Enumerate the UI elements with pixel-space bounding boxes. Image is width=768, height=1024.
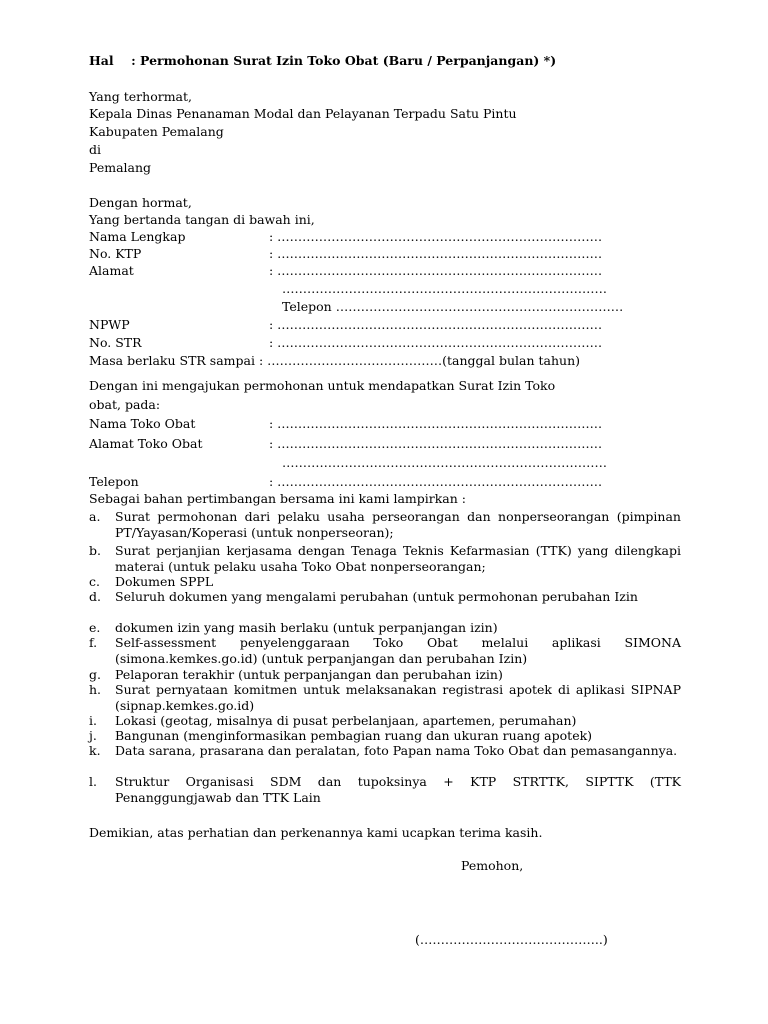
- field-nama-toko-obat: [89, 416, 679, 432]
- field-label: Nama Lengkap: [89, 229, 186, 244]
- address-line: Pemalang: [89, 160, 152, 175]
- field-alamat-toko-obat: [89, 436, 679, 452]
- field-blank-continuation: ……………………………………………………………………: [282, 455, 607, 470]
- greeting-line: Dengan hormat,: [89, 195, 192, 210]
- list-item-letter: a.: [89, 509, 101, 524]
- list-item-text: Surat perjanjian kerjasama dengan Tenaga Teknis Kefarmasian (TTK) yang dilengkapi materai (untuk pelaku usaha Toko Obat nonperseorangan;: [115, 543, 681, 574]
- field-label: NPWP: [89, 317, 130, 332]
- field-telepon: Telepon ……………………………………………………………: [282, 299, 624, 314]
- address-line: Yang terhormat,: [89, 89, 193, 104]
- field-label: Alamat Toko Obat: [89, 436, 203, 451]
- list-item-letter: i.: [89, 713, 97, 728]
- address-line: Kabupaten Pemalang: [89, 124, 224, 139]
- field-masa-berlaku-str: Masa berlaku STR sampai : ……………………………………(tanggal bulan tahun): [89, 353, 580, 368]
- field-blank: : ……………………………………………………………………: [269, 229, 603, 244]
- field-blank: : ……………………………………………………………………: [269, 335, 603, 350]
- list-item-letter: e.: [89, 620, 101, 635]
- list-item-letter: g.: [89, 667, 101, 682]
- list-item-letter: f.: [89, 635, 98, 650]
- list-item-letter: h.: [89, 682, 102, 697]
- request-intro-line: obat, pada:: [89, 397, 161, 412]
- list-item-text: dokumen izin yang masih berlaku (untuk perpanjangan izin): [115, 620, 498, 635]
- request-intro-line: Dengan ini mengajukan permohonan untuk mendapatkan Surat Izin Toko: [89, 378, 556, 393]
- greeting-line: Yang bertanda tangan di bawah ini,: [89, 212, 315, 227]
- address-line: di: [89, 142, 101, 157]
- list-item-letter: b.: [89, 543, 101, 558]
- field-blank: : ……………………………………………………………………: [269, 317, 603, 332]
- field-alamat: [89, 263, 679, 279]
- letter-subject: Hal : Permohonan Surat Izin Toko Obat (Baru / Perpanjangan) *): [89, 53, 557, 68]
- field-nama-lengkap: [89, 229, 679, 245]
- field-no-ktp: [89, 246, 679, 262]
- list-item-letter: c.: [89, 574, 100, 589]
- attachments-intro: Sebagai bahan pertimbangan bersama ini kami lampirkan :: [89, 491, 466, 506]
- list-item-text: Lokasi (geotag, misalnya di pusat perbelanjaan, apartemen, perumahan): [115, 713, 577, 728]
- list-item-text: Struktur Organisasi SDM dan tupoksinya + KTP STRTTK, SIPTTK (TTK Penanggungjawab dan TTK Lain: [115, 774, 681, 805]
- list-item-letter: k.: [89, 743, 101, 758]
- field-label: No. STR: [89, 335, 142, 350]
- list-item-text: Dokumen SPPL: [115, 574, 214, 589]
- list-item-text: Surat pernyataan komitmen untuk melaksanakan registrasi apotek di aplikasi SIPNAP (sipnap.kemkes.go.id): [115, 682, 681, 713]
- field-blank: : ……………………………………………………………………: [269, 263, 603, 278]
- field-label: Alamat: [89, 263, 134, 278]
- field-blank: : ……………………………………………………………………: [269, 416, 603, 431]
- list-item-text: Data sarana, prasarana dan peralatan, foto Papan nama Toko Obat dan pemasangannya.: [115, 743, 678, 758]
- list-item-text: Surat permohonan dari pelaku usaha perseorangan dan nonperseorangan (pimpinan PT/Yayasan/Koperasi (untuk nonperseoran);: [115, 509, 681, 540]
- list-item-letter: d.: [89, 589, 101, 604]
- signature-blank: (……………………………………..): [415, 932, 608, 947]
- field-blank: : ……………………………………………………………………: [269, 246, 603, 261]
- closing-line: Demikian, atas perhatian dan perkenannya kami ucapkan terima kasih.: [89, 825, 543, 840]
- list-item-text: Bangunan (menginformasikan pembagian ruang dan ukuran ruang apotek): [115, 728, 593, 743]
- signer-label: Pemohon,: [461, 858, 524, 873]
- field-blank: : ……………………………………………………………………: [269, 436, 603, 451]
- list-item-text: Seluruh dokumen yang mengalami perubahan (untuk permohonan perubahan Izin: [115, 589, 638, 604]
- field-label: No. KTP: [89, 246, 142, 261]
- address-line: Kepala Dinas Penanaman Modal dan Pelayanan Terpadu Satu Pintu: [89, 106, 517, 121]
- field-blank: : ……………………………………………………………………: [269, 474, 603, 489]
- field-npwp: [89, 317, 679, 333]
- field-label: Nama Toko Obat: [89, 416, 196, 431]
- list-item-text: Self-assessment penyelenggaraan Toko Obat melalui aplikasi SIMONA (simona.kemkes.go.id) (untuk perpanjangan dan perubahan Izin): [115, 635, 681, 666]
- list-item-letter: l.: [89, 774, 97, 789]
- field-no-str: [89, 335, 679, 351]
- list-item-text: Pelaporan terakhir (untuk perpanjangan dan perubahan izin): [115, 667, 503, 682]
- list-item-letter: j.: [89, 728, 97, 743]
- field-blank-continuation: ……………………………………………………………………: [282, 281, 607, 296]
- field-telepon-toko: [89, 474, 679, 490]
- field-label: Telepon: [89, 474, 139, 489]
